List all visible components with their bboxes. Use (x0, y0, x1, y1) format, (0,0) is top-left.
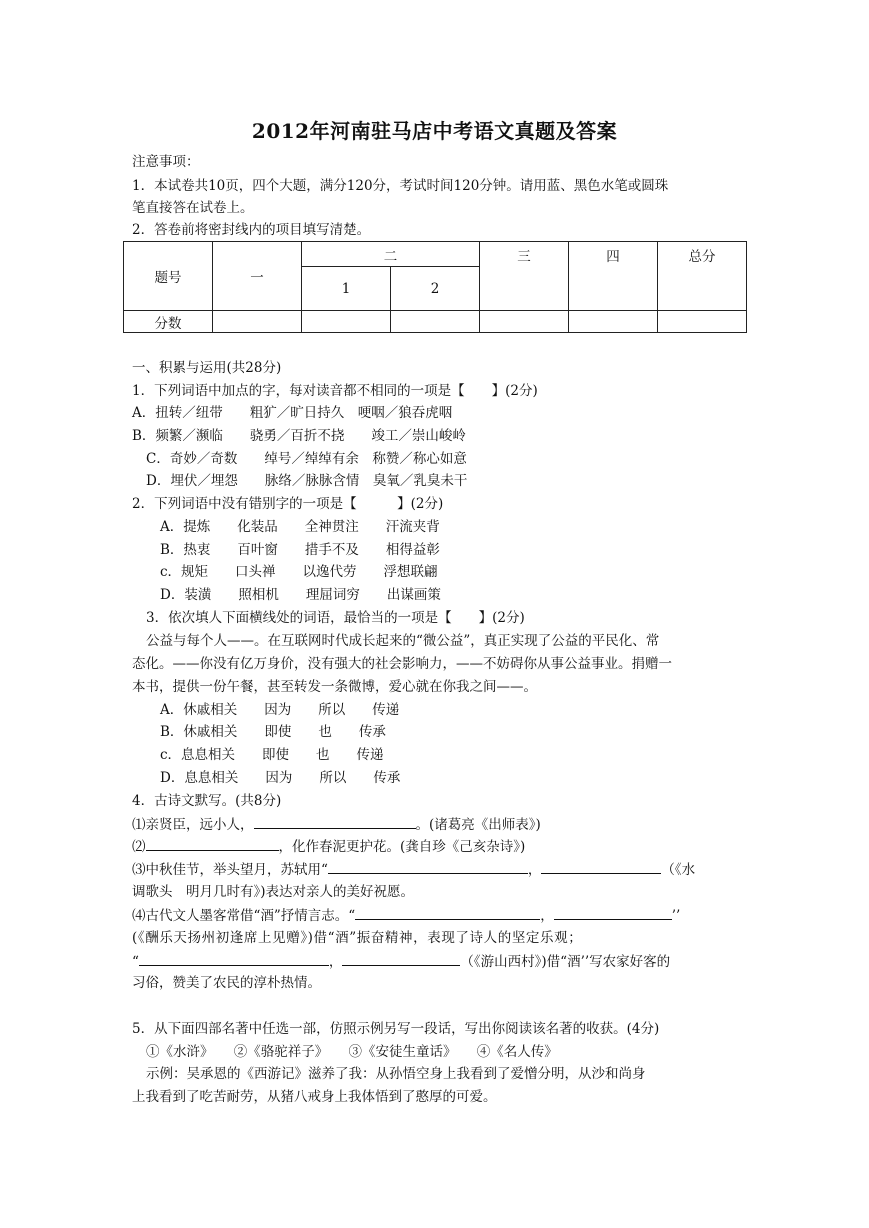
answer-blank[interactable] (541, 859, 661, 874)
score-cell[interactable] (213, 311, 302, 333)
q4-line-1-pre: ⑴亲贤臣，远小人， (132, 817, 254, 833)
score-table-col-4: 四 (569, 242, 658, 311)
answer-blank[interactable] (355, 905, 540, 920)
q3-option-c: c．息息相关 即使 也 传递 (160, 747, 384, 763)
score-table (123, 241, 747, 333)
q4-line-1 (132, 814, 541, 835)
score-table-col-2-sub-1: 1 (302, 267, 391, 311)
q4-stem: 4．古诗文默写。(共8分) (132, 793, 282, 809)
q4-line-3-mid: ， (527, 862, 542, 878)
q1-option-b: B．频繁／濒临 骁勇／百折不挠 竣工／崇山峻岭 (132, 428, 466, 444)
q4-line-2-post: ，化作春泥更护花。(龚自珍《己亥杂诗》) (278, 839, 526, 855)
q1-option-c: C．奇妙／奇数 绰号／绰绰有余 称赞／称心如意 (146, 451, 467, 467)
notice-heading: 注意事项： (132, 154, 200, 170)
q3-option-b: B．休戚相关 即使 也 传承 (160, 724, 386, 740)
notice-item-1-line-2: 笔直接答在试卷上。 (132, 200, 254, 216)
q1-option-d: D．埋伏／埋怨 脉络／脉脉含情 臭氧／乳臭未干 (146, 473, 468, 489)
q3-passage-line-1: 公益与每个人——。在互联网时代成长起来的“微公益”，真正实现了公益的平民化、常 (146, 633, 660, 649)
q5-options: ①《水浒》 ②《骆驼祥子》 ③《安徒生童话》 ④《名人传》 (146, 1044, 558, 1060)
q4-line-3-post: （《水 (661, 862, 696, 878)
q2-option-a: A．提炼 化装品 全神贯注 汗流夹背 (160, 519, 440, 535)
q1-option-a: A．扭转／纽带 粗犷／旷日持久 哽咽／狼吞虎咽 (132, 405, 453, 421)
q3-option-d: D．息息相关 因为 所以 传承 (160, 770, 401, 786)
notice-item-1-line-1: 1．本试卷共10页，四个大题，满分120分，考试时间120分钟。请用蓝、黑色水笔或圆珠 (132, 178, 669, 194)
q4-line-3-pre: ⑶中秋佳节，举头望月，苏轼用“ (132, 862, 328, 878)
q2-stem: 2．下列词语中没有错别字的一项是【 】(2分) (132, 496, 444, 512)
section-1-heading: 一、积累与运用(共28分) (132, 360, 282, 376)
answer-blank[interactable] (554, 905, 672, 920)
q4-line-4-continued: (《酬乐天扬州初逢席上见赠》)借“酒”振奋精神，表现了诗人的坚定乐观； (132, 930, 583, 946)
answer-blank[interactable] (328, 859, 528, 874)
q3-passage-line-2: 态化。——你没有亿万身价，没有强大的社会影响力，——不妨碍你从事公益事业。捐赠一 (132, 656, 672, 672)
score-table-col-1: 一 (213, 242, 302, 311)
score-cell[interactable] (569, 311, 658, 333)
q4-line-4-ending: 习俗，赞美了农民的淳朴热情。 (132, 975, 321, 991)
q4-line-4-post: ’’ (671, 908, 681, 924)
q4-line-4 (132, 905, 680, 926)
score-table-col-2-sub-2: 2 (391, 267, 480, 311)
q4-line-4-mid: ， (540, 908, 554, 924)
q5-stem: 5．从下面四部名著中任选一部，仿照示例另写一段话，写出你阅读该名著的收获。(4分) (132, 1021, 660, 1037)
q4-line-3-continued: 调歌头 明月几时有》)表达对亲人的美好祝愿。 (132, 884, 415, 900)
q4-line-2-pre: ⑵ (132, 839, 146, 855)
answer-blank[interactable] (146, 836, 279, 851)
q4-line-3 (132, 859, 695, 880)
score-table-col-2: 二 (302, 242, 480, 267)
q4-line-4-row-3-pre: “ (132, 954, 139, 970)
q3-passage-line-3: 本书，提供一份午餐，甚至转发一条微博，爱心就在你我之间——。 (132, 679, 537, 695)
q4-line-4-second-blank-row (132, 951, 670, 972)
answer-blank[interactable] (139, 951, 329, 966)
q4-line-4-row-3-post: （《游山西村》)借“酒’’写农家好客的 (460, 954, 671, 970)
q5-example-line-2: 上我看到了吃苦耐劳，从猪八戒身上我体悟到了憨厚的可爱。 (132, 1089, 497, 1105)
answer-blank[interactable] (254, 814, 416, 829)
q2-option-b: B．热衷 百叶窗 措手不及 相得益彰 (160, 542, 440, 558)
q5-example-line-1: 示例：吴承恩的《西游记》滋养了我：从孙悟空身上我看到了爱憎分明，从沙和尚身 (146, 1066, 646, 1082)
score-table-col-total: 总分 (658, 242, 747, 311)
score-table-col-3: 三 (480, 242, 569, 311)
q2-option-d: D．装潢 照相机 理屈词穷 出谋画策 (160, 587, 441, 603)
score-table-row-label: 分数 (124, 311, 213, 333)
q4-line-2 (132, 836, 525, 857)
q4-line-1-post: 。(诸葛亮《出师表》) (415, 817, 541, 833)
answer-blank[interactable] (342, 951, 460, 966)
q3-option-a: A．休戚相关 因为 所以 传递 (160, 702, 400, 718)
score-cell[interactable] (391, 311, 480, 333)
score-cell[interactable] (480, 311, 569, 333)
q4-line-4-row-3-mid: ， (328, 954, 343, 970)
q2-option-c: c．规矩 口头禅 以逸代劳 浮想联翩 (160, 564, 438, 580)
score-cell[interactable] (302, 311, 391, 333)
score-table-header-label: 题号 (124, 242, 213, 311)
q3-stem: 3．依次填人下面横线处的词语，最恰当的一项是【 】(2分) (146, 610, 525, 626)
q4-line-4-pre: ⑷古代文人墨客常借“酒”抒情言志。“ (132, 908, 356, 924)
page-title: 2012年河南驻马店中考语文真题及答案 (251, 119, 618, 143)
notice-item-2: 2．答卷前将密封线内的项目填写清楚。 (132, 222, 371, 238)
q1-stem: 1．下列词语中加点的字，每对读音都不相同的一项是【 】(2分) (132, 383, 538, 399)
score-cell[interactable] (658, 311, 747, 333)
